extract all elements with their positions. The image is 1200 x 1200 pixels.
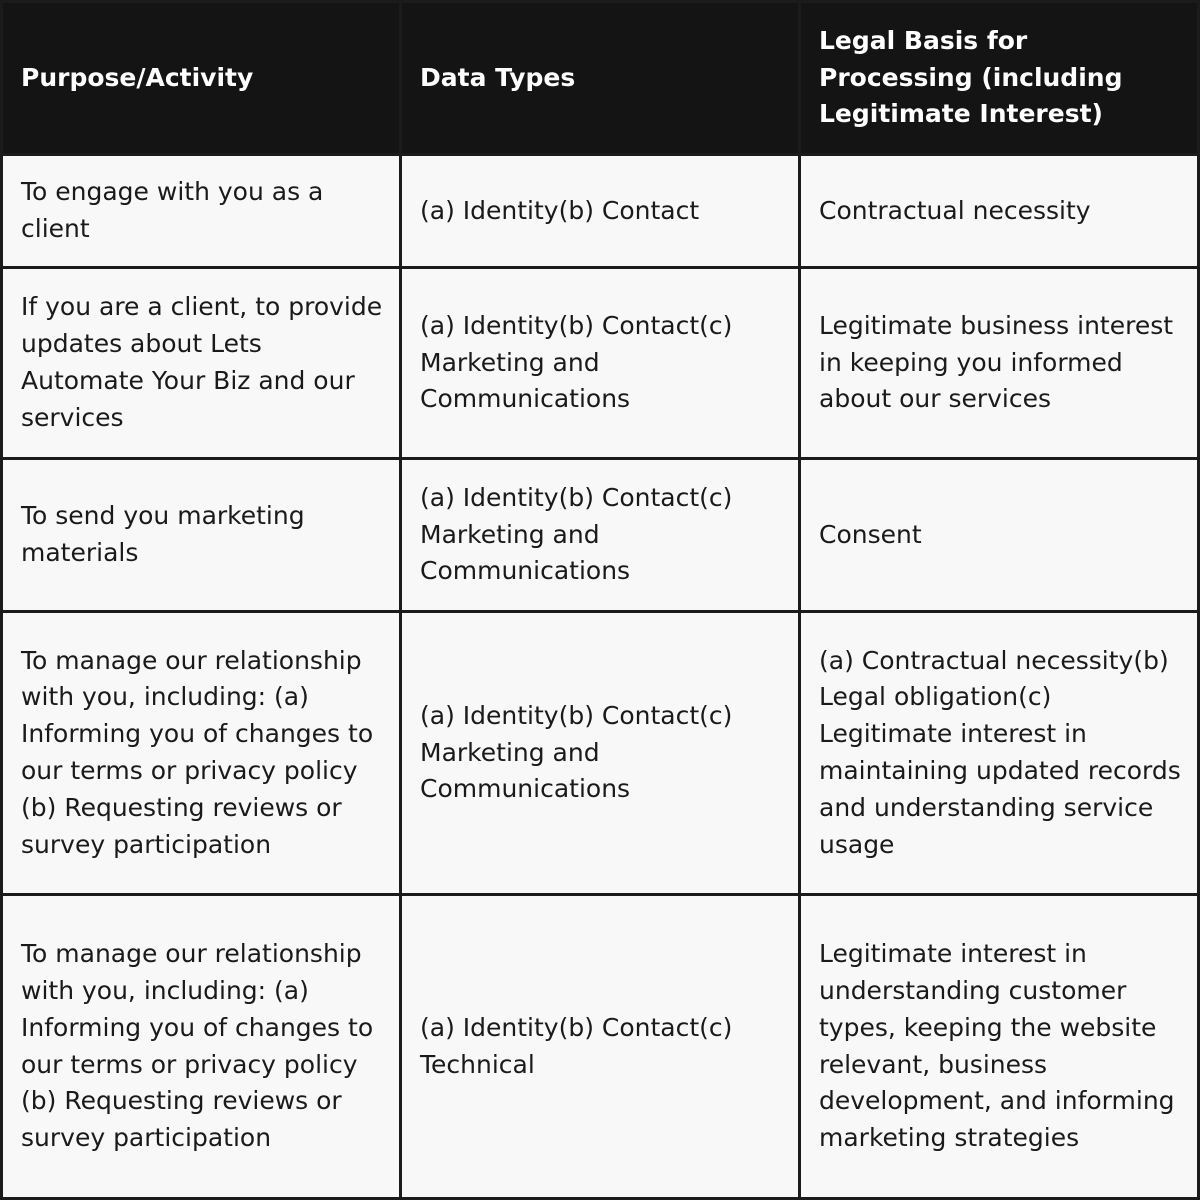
- row-2-purpose: If you are a client, to provide updates about Lets Automate Your Biz and our services: [3, 269, 399, 457]
- row-5-legal-basis: Legitimate interest in understanding customer types, keeping the website relevant, business development, and informing marketing strategies: [801, 896, 1197, 1197]
- row-4-data-types: (a) Identity(b) Contact(c) Marketing and Communications: [402, 613, 798, 893]
- row-1-purpose: To engage with you as a client: [3, 156, 399, 266]
- row-4-legal-basis: (a) Contractual necessity(b) Legal obligation(c) Legitimate interest in maintaining updated records and understanding service usage: [801, 613, 1197, 893]
- row-1-data-types: (a) Identity(b) Contact: [402, 156, 798, 266]
- header-data-types: Data Types: [402, 3, 798, 153]
- row-3-data-types: (a) Identity(b) Contact(c) Marketing and Communications: [402, 460, 798, 610]
- header-legal-basis: Legal Basis for Processing (including Legitimate Interest): [801, 3, 1197, 153]
- header-purpose-activity: Purpose/Activity: [3, 3, 399, 153]
- row-1-legal-basis: Contractual necessity: [801, 156, 1197, 266]
- row-2-legal-basis: Legitimate business interest in keeping you informed about our services: [801, 269, 1197, 457]
- row-3-purpose: To send you marketing materials: [3, 460, 399, 610]
- row-4-purpose: To manage our relationship with you, including: (a) Informing you of changes to our terms or privacy policy (b) Requesting reviews or survey participation: [3, 613, 399, 893]
- row-3-legal-basis: Consent: [801, 460, 1197, 610]
- row-5-data-types: (a) Identity(b) Contact(c) Technical: [402, 896, 798, 1197]
- row-5-purpose: To manage our relationship with you, including: (a) Informing you of changes to our terms or privacy policy (b) Requesting reviews or survey participation: [3, 896, 399, 1197]
- row-2-data-types: (a) Identity(b) Contact(c) Marketing and Communications: [402, 269, 798, 457]
